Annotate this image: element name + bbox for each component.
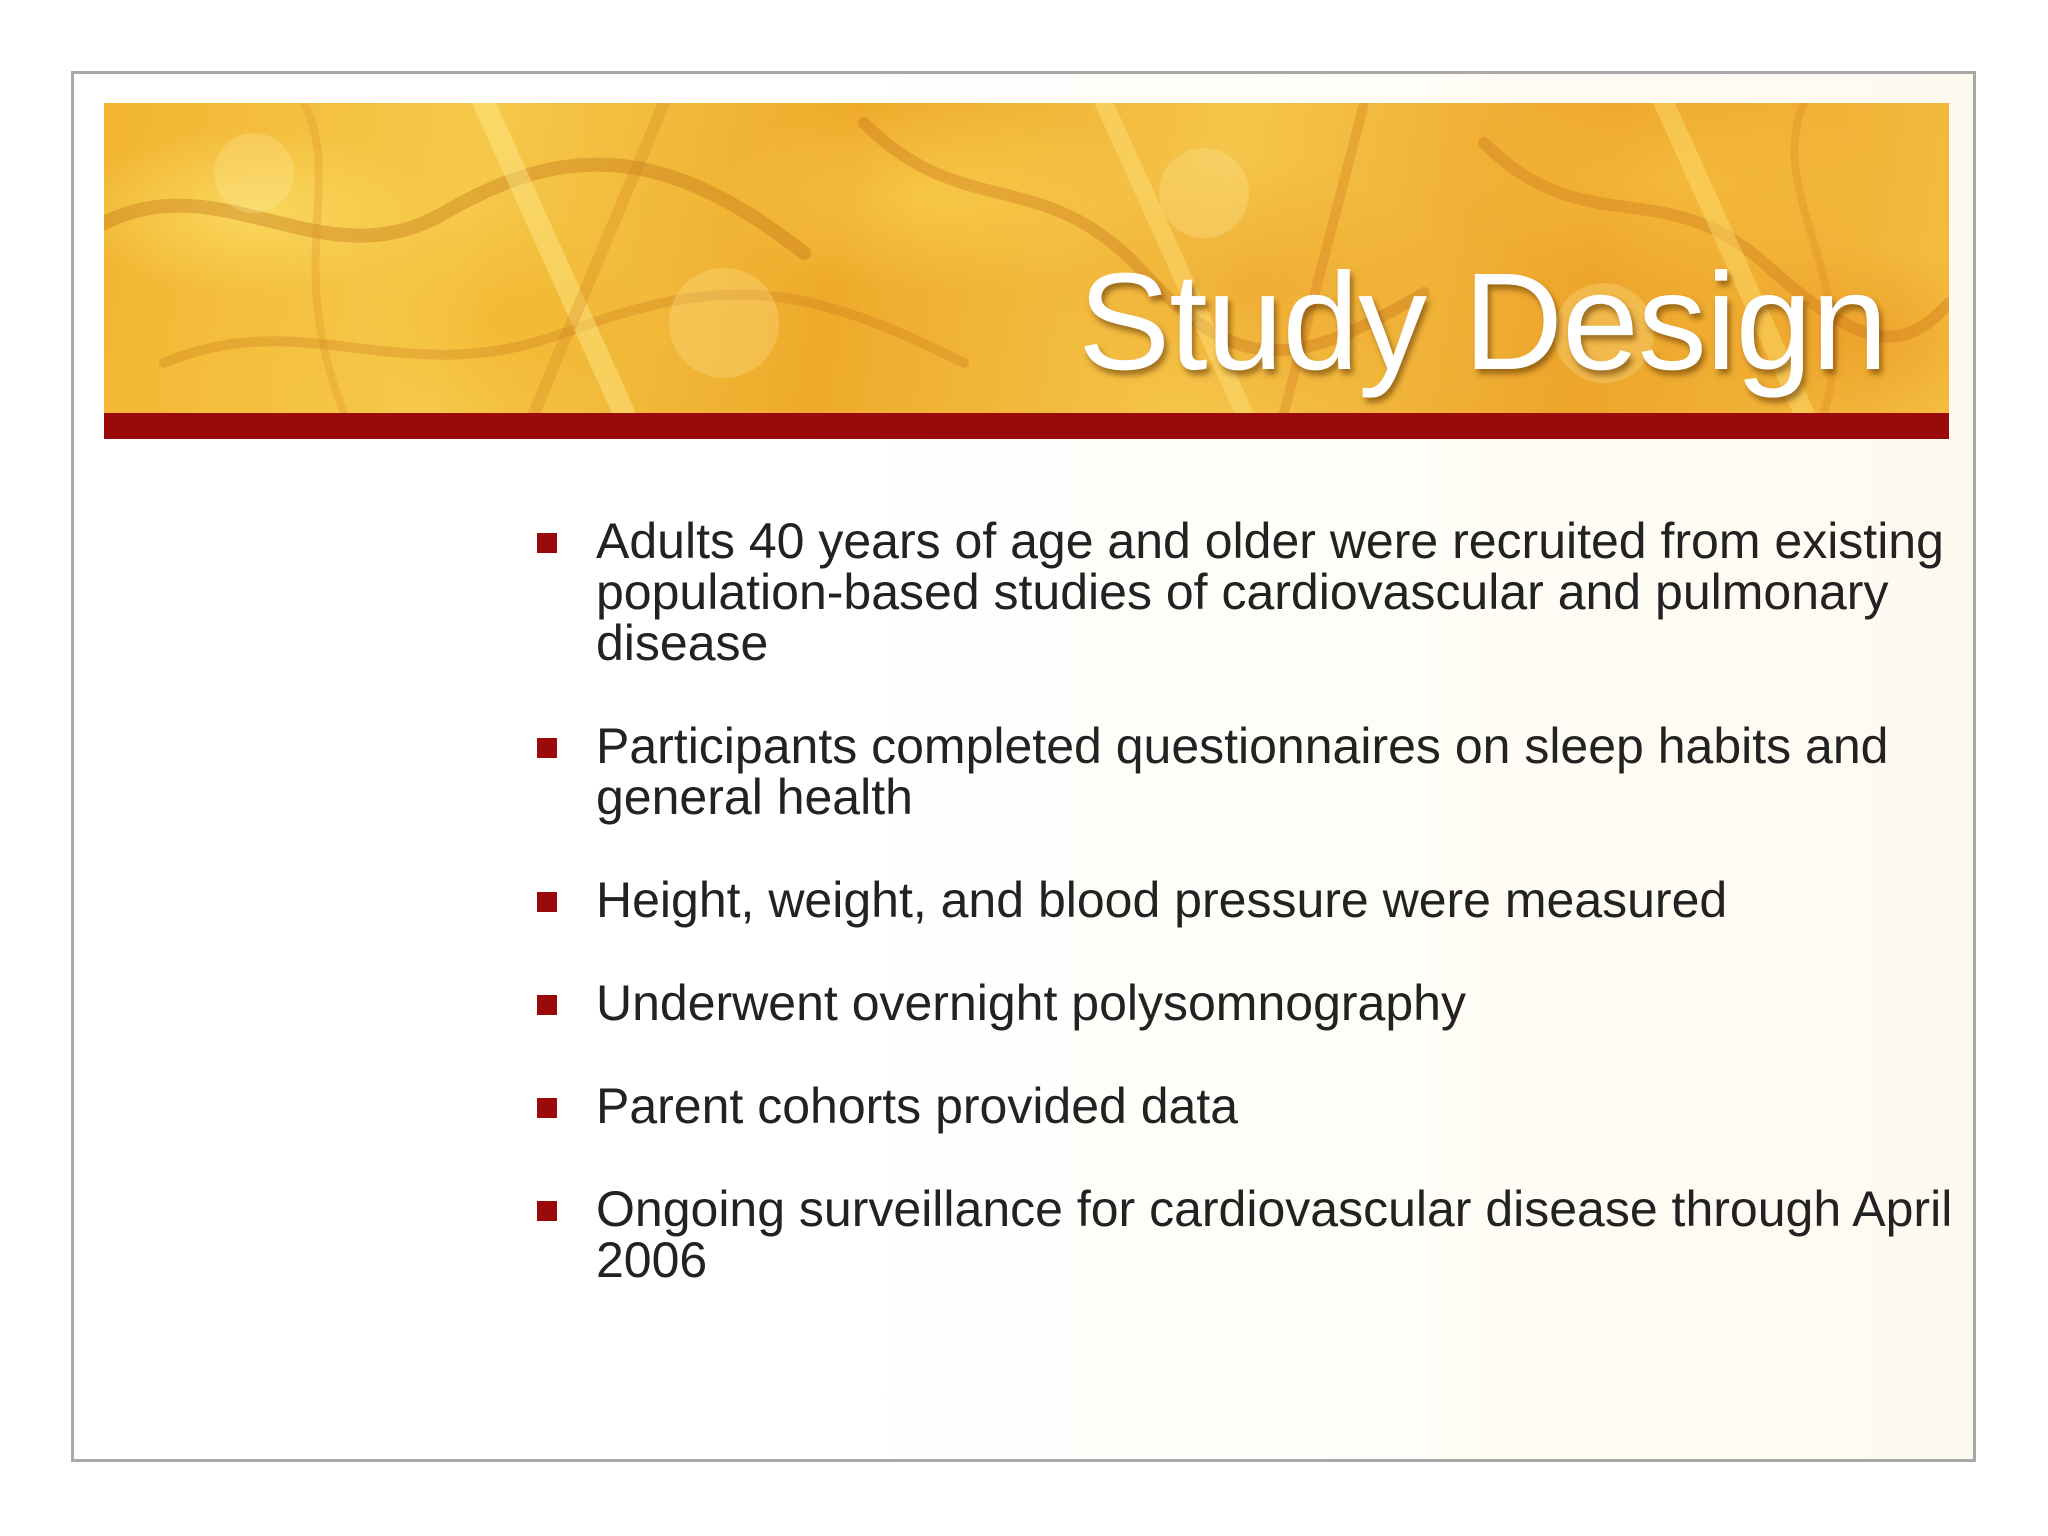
slide-frame [71, 71, 1976, 1462]
bullet-item-recruitment [534, 513, 1954, 671]
bullet-list [534, 513, 1954, 1338]
bullet-item-questionnaires [534, 718, 1954, 825]
bullet-item-measurements [534, 872, 1954, 928]
bullet-text: Parent cohorts provided data [596, 1078, 1239, 1134]
square-bullet-icon [537, 1098, 557, 1118]
bullet-text: Participants completed questionnaires on sleep habits and general health [596, 718, 1889, 825]
bullet-item-polysomnography [534, 975, 1954, 1031]
bullet-item-parent-cohorts [534, 1078, 1954, 1134]
header-banner [104, 103, 1949, 413]
square-bullet-icon [537, 995, 557, 1015]
square-bullet-icon [537, 892, 557, 912]
square-bullet-icon [537, 738, 557, 758]
bullet-text: Adults 40 years of age and older were recruited from existing population-based studies of cardiovascular and pulmonary disease [596, 513, 1944, 671]
bullet-text: Ongoing surveillance for cardiovascular disease through April 2006 [596, 1181, 1953, 1288]
square-bullet-icon [537, 533, 557, 553]
square-bullet-icon [537, 1201, 557, 1221]
bullet-text: Height, weight, and blood pressure were measured [596, 872, 1728, 928]
bullet-item-surveillance [534, 1181, 1954, 1288]
banner-accent-stripe [104, 413, 1949, 439]
bullet-text: Underwent overnight polysomnography [596, 975, 1466, 1031]
slide-title: Study Design [1078, 245, 1887, 399]
